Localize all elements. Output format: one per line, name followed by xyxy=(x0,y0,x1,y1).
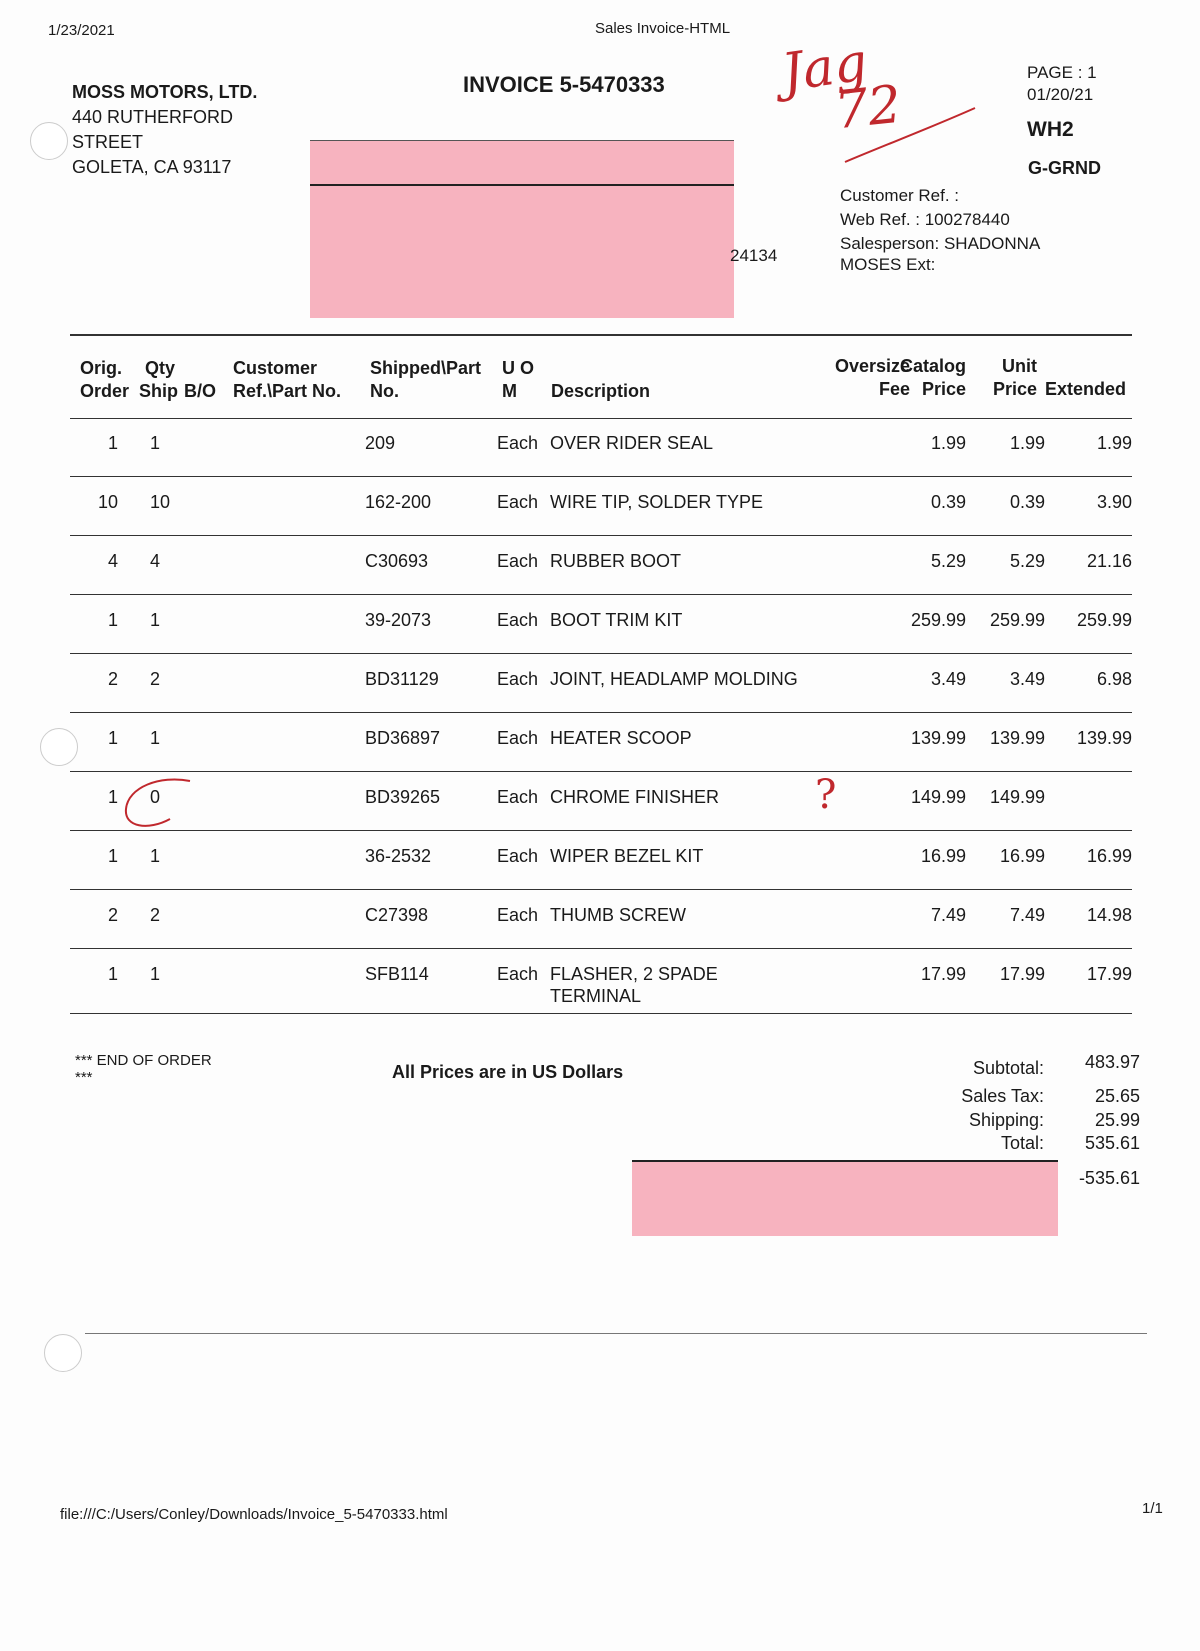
col-catalog-line2: Price xyxy=(921,379,966,399)
cell-desc: BOOT TRIM KIT xyxy=(550,610,683,630)
col-uom-line1: U O xyxy=(502,358,535,378)
cell-catalog: 259.99 xyxy=(910,610,966,630)
col-unit-line2: Price xyxy=(993,379,1038,399)
print-date: 1/23/2021 xyxy=(48,22,115,39)
cell-uom: Each xyxy=(497,433,539,453)
col-qty-line1: Qty xyxy=(145,358,176,378)
footer-rule xyxy=(85,1333,1147,1334)
table-top-rule xyxy=(70,334,1132,336)
subtotal-value: 483.97 xyxy=(1084,1052,1140,1072)
cell-unit: 7.49 xyxy=(1009,905,1045,925)
cell-catalog: 0.39 xyxy=(930,492,966,512)
cell-orig: 4 xyxy=(107,551,118,571)
page-number: PAGE : 1 xyxy=(1027,63,1097,82)
col-custref-line1: Customer xyxy=(233,358,318,378)
cell-catalog: 5.29 xyxy=(930,551,966,571)
cell-unit: 17.99 xyxy=(999,964,1045,984)
cell-orig: 1 xyxy=(107,433,118,453)
row-divider xyxy=(70,889,1132,890)
currency-note: All Prices are in US Dollars xyxy=(392,1062,624,1082)
col-description: Description xyxy=(551,381,651,401)
salesperson-ext: MOSES Ext: xyxy=(840,255,936,274)
row-divider xyxy=(70,1013,1132,1014)
cell-unit: 1.99 xyxy=(1009,433,1045,453)
invoice-date: 01/20/21 xyxy=(1027,85,1094,104)
cell-ship: 0 xyxy=(150,787,161,807)
cell-part: 39-2073 xyxy=(365,610,432,630)
cell-ship: 1 xyxy=(150,610,161,630)
cell-part: BD36897 xyxy=(365,728,441,748)
company-address xyxy=(72,80,257,180)
cell-part: C30693 xyxy=(365,551,429,571)
cell-extended: 17.99 xyxy=(1086,964,1132,984)
cell-unit: 139.99 xyxy=(989,728,1045,748)
row-divider xyxy=(70,535,1132,536)
redacted-payment-block xyxy=(632,1160,1058,1236)
col-customer-ref xyxy=(233,357,341,403)
col-orig-line2: Order xyxy=(80,381,130,401)
sales-tax-label: Sales Tax: xyxy=(961,1086,1044,1106)
company-street2: STREET xyxy=(72,132,144,152)
cell-ship: 1 xyxy=(150,728,161,748)
cell-part: BD31129 xyxy=(365,669,439,689)
cell-extended: 259.99 xyxy=(1076,610,1132,630)
col-catalog-line1: Catalog xyxy=(899,356,966,376)
cell-desc: OVER RIDER SEAL xyxy=(550,433,714,453)
col-catalog-price xyxy=(880,355,966,401)
cell-extended: 139.99 xyxy=(1076,728,1132,748)
cell-part: 209 xyxy=(365,433,396,453)
col-orig-line1: Orig. xyxy=(80,358,123,378)
print-file-path: file:///C:/Users/Conley/Downloads/Invoice_5-5470333.html xyxy=(60,1506,448,1523)
cell-unit: 0.39 xyxy=(1009,492,1045,512)
cell-part: SFB114 xyxy=(365,964,429,984)
cell-orig: 1 xyxy=(107,787,118,807)
cell-catalog: 3.49 xyxy=(930,669,966,689)
end-of-order xyxy=(75,1052,212,1086)
cell-desc: RUBBER BOOT xyxy=(550,551,682,571)
cell-extended: 6.98 xyxy=(1096,669,1132,689)
cell-unit: 16.99 xyxy=(999,846,1045,866)
col-uom-line2: M xyxy=(502,381,517,401)
row-divider xyxy=(70,594,1132,595)
subtotal-label: Subtotal: xyxy=(972,1058,1044,1078)
cell-uom: Each xyxy=(497,846,539,866)
cell-orig: 2 xyxy=(107,905,118,925)
cell-uom: Each xyxy=(497,728,539,748)
cell-uom: Each xyxy=(497,964,539,984)
row-divider xyxy=(70,830,1132,831)
cell-part: BD39265 xyxy=(365,787,441,807)
redacted-address-block xyxy=(310,140,734,318)
cell-orig: 1 xyxy=(107,728,118,748)
cell-uom: Each xyxy=(497,551,539,571)
redaction-edge-line xyxy=(310,184,734,186)
cell-catalog: 17.99 xyxy=(920,964,966,984)
warehouse-code: WH2 xyxy=(1027,118,1074,141)
cell-catalog: 139.99 xyxy=(910,728,966,748)
punch-hole-bottom xyxy=(44,1334,82,1372)
cell-catalog: 149.99 xyxy=(910,787,966,807)
cell-ship: 1 xyxy=(150,433,161,453)
cell-unit: 3.49 xyxy=(1009,669,1045,689)
cell-extended: 3.90 xyxy=(1096,492,1132,512)
col-oversize-line2: Fee xyxy=(878,379,910,399)
company-street1: 440 RUTHERFORD xyxy=(72,107,234,127)
cell-desc: HEATER SCOOP xyxy=(550,728,692,748)
cell-desc: WIPER BEZEL KIT xyxy=(550,846,704,866)
cell-uom: Each xyxy=(497,787,539,807)
row-divider xyxy=(70,476,1132,477)
invoice-title: INVOICE 5-5470333 xyxy=(463,72,665,97)
cell-uom: Each xyxy=(497,492,539,512)
cell-catalog: 1.99 xyxy=(930,433,966,453)
col-unit-price xyxy=(993,355,1037,401)
col-orig-order xyxy=(80,357,129,403)
cell-orig: 2 xyxy=(107,669,118,689)
header-bottom-rule xyxy=(70,418,1132,419)
cell-desc: WIRE TIP, SOLDER TYPE xyxy=(550,492,764,512)
shipping-label: Shipping: xyxy=(968,1110,1044,1130)
sales-tax-value: 25.65 xyxy=(1094,1086,1140,1106)
col-extended: Extended xyxy=(1045,379,1127,399)
cell-extended: 14.98 xyxy=(1086,905,1132,925)
cell-desc: JOINT, HEADLAMP MOLDING xyxy=(550,669,798,689)
cell-ship: 2 xyxy=(150,669,161,689)
shipping-value: 25.99 xyxy=(1094,1110,1140,1130)
cell-catalog: 7.49 xyxy=(930,905,966,925)
col-uom xyxy=(502,357,534,403)
cell-unit: 149.99 xyxy=(989,787,1045,807)
redaction-payment-edge xyxy=(632,1160,1058,1162)
cell-unit: 259.99 xyxy=(989,610,1045,630)
print-page-count: 1/1 xyxy=(1142,1500,1163,1517)
redacted-tail-text: 24134 xyxy=(730,246,778,265)
col-qty-ship xyxy=(139,357,178,403)
cell-catalog: 16.99 xyxy=(920,846,966,866)
customer-ref: Customer Ref. : xyxy=(840,186,960,205)
col-part-line2: No. xyxy=(370,381,399,401)
cell-ship: 2 xyxy=(150,905,161,925)
row-divider xyxy=(70,771,1132,772)
total-label: Total: xyxy=(1000,1133,1044,1153)
handwritten-underline xyxy=(840,100,980,170)
row-divider xyxy=(70,948,1132,949)
location-code: G-GRND xyxy=(1028,158,1101,178)
cell-ship: 1 xyxy=(150,964,161,984)
salesperson: Salesperson: SHADONNA xyxy=(840,234,1041,253)
cell-extended: 1.99 xyxy=(1096,433,1132,453)
handwritten-circle-mark xyxy=(120,775,210,835)
print-title: Sales Invoice-HTML xyxy=(595,20,731,37)
cell-orig: 1 xyxy=(107,610,118,630)
cell-desc: FLASHER, 2 SPADE xyxy=(550,964,718,984)
punch-hole-middle xyxy=(40,728,78,766)
cell-ship: 10 xyxy=(150,492,171,512)
redaction-edge-line-top xyxy=(310,140,734,141)
payment-value: -535.61 xyxy=(1078,1168,1140,1188)
company-city: GOLETA, CA 93117 xyxy=(72,157,232,177)
cell-extended: 21.16 xyxy=(1086,551,1132,571)
col-oversize-line1: Oversize xyxy=(834,356,910,376)
cell-part: 36-2532 xyxy=(365,846,432,866)
col-unit-line1: Unit xyxy=(1002,356,1037,376)
cell-desc-line2: TERMINAL xyxy=(550,986,642,1006)
cell-unit: 5.29 xyxy=(1009,551,1045,571)
cell-uom: Each xyxy=(497,905,539,925)
col-bo: B/O xyxy=(184,381,217,401)
cell-part: 162-200 xyxy=(365,492,432,512)
cell-uom: Each xyxy=(497,610,539,630)
reference-block xyxy=(840,185,1040,275)
end-of-order-line1: *** END OF ORDER xyxy=(75,1052,212,1069)
cell-orig: 1 xyxy=(107,846,118,866)
cell-uom: Each xyxy=(497,669,539,689)
cell-extended: 16.99 xyxy=(1086,846,1132,866)
web-ref: Web Ref. : 100278440 xyxy=(840,210,1010,229)
cell-part: C27398 xyxy=(365,905,429,925)
cell-orig: 10 xyxy=(97,492,118,512)
row-divider xyxy=(70,653,1132,654)
cell-ship: 1 xyxy=(150,846,161,866)
handwritten-note-line2: 72 xyxy=(832,74,905,142)
row-divider xyxy=(70,712,1132,713)
end-of-order-line2: *** xyxy=(75,1069,93,1086)
handwritten-note-line1: Jag xyxy=(778,32,871,104)
company-name: MOSS MOTORS, LTD. xyxy=(72,82,258,102)
punch-hole-top xyxy=(30,122,68,160)
cell-orig: 1 xyxy=(107,964,118,984)
handwritten-question-mark: ? xyxy=(815,772,837,818)
col-part-line1: Shipped\Part xyxy=(370,358,482,378)
cell-ship: 4 xyxy=(150,551,161,571)
col-qty-line2: Ship xyxy=(139,381,178,401)
cell-desc: THUMB SCREW xyxy=(550,905,686,925)
cell-desc: CHROME FINISHER xyxy=(550,787,720,807)
total-value: 535.61 xyxy=(1084,1133,1140,1153)
col-custref-line2: Ref.\Part No. xyxy=(233,381,342,401)
col-shipped-part xyxy=(370,357,481,403)
